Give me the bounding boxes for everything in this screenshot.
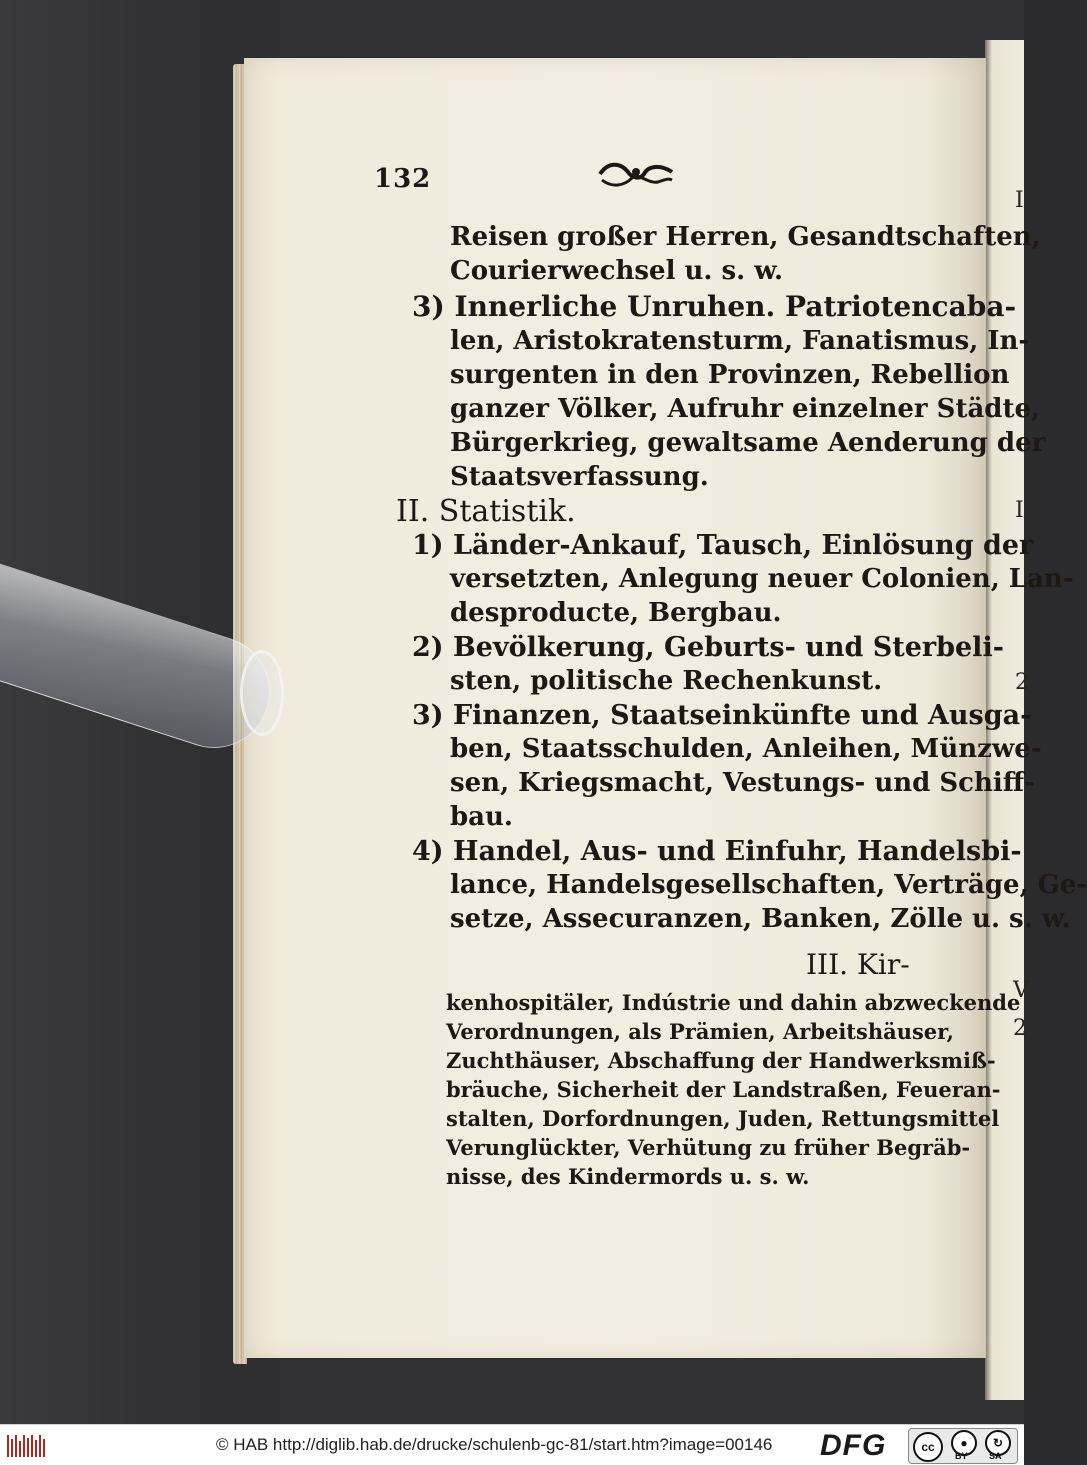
- text-line: 1) Länder-Ankauf, Tausch, Einlösung der: [412, 530, 1034, 561]
- ornament-icon: [598, 158, 674, 190]
- adjacent-page-fragment: 2: [1015, 670, 1029, 695]
- cc-icon: cc: [913, 1432, 943, 1462]
- by-person-icon: ●: [951, 1430, 977, 1456]
- footnote-line: Zuchthäuser, Abschaffung der Handwerksmiß-: [446, 1048, 996, 1073]
- dfg-logo: DFG: [820, 1429, 887, 1462]
- by-label: BY: [955, 1451, 968, 1461]
- text-line: setze, Assecuranzen, Banken, Zölle u. s. w.: [450, 904, 1071, 934]
- adjacent-page-fragment: 2: [1013, 1016, 1027, 1041]
- text-line: 4) Handel, Aus- und Einfuhr, Handelsbi-: [412, 836, 1022, 867]
- footnote-line: kenhospitäler, Indústrie und dahin abzweckende: [446, 990, 1021, 1015]
- sa-label: SA: [989, 1451, 1002, 1461]
- text-line: 3) Finanzen, Staatseinkünfte und Ausga-: [412, 700, 1032, 731]
- text-line: lance, Handelsgesellschaften, Verträge, Ge-: [450, 870, 1087, 900]
- footnote-line: Verordnungen, als Prämien, Arbeitshäuser,: [446, 1019, 954, 1044]
- text-line: len, Aristokratensturm, Fanatismus, In-: [450, 326, 1030, 356]
- text-line: sen, Kriegsmacht, Vestungs- und Schiff-: [450, 768, 1035, 798]
- text-line: 3) Innerliche Unruhen. Patriotencaba-: [412, 290, 1017, 323]
- section-heading: II. Statistik.: [396, 494, 576, 529]
- hab-logo-icon: [6, 1433, 46, 1459]
- text-line: desproducte, Bergbau.: [450, 598, 782, 628]
- text-line: ben, Staatsschulden, Anleihen, Münzwe-: [450, 734, 1042, 764]
- adjacent-page-fragment: I: [1015, 498, 1024, 523]
- footnote-line: bräuche, Sicherheit der Landstraßen, Feueran-: [446, 1077, 1001, 1102]
- source-link[interactable]: © HAB http://diglib.hab.de/drucke/schulenb-gc-81/start.htm?image=00146: [216, 1435, 773, 1454]
- footnote-line: Verunglückter, Verhütung zu früher Begräb-: [446, 1135, 971, 1160]
- glass-page-weight-tip: [240, 650, 284, 736]
- text-line: Reisen großer Herren, Gesandtschaften,: [450, 222, 1041, 252]
- text-line: ganzer Völker, Aufruhr einzelner Städte,: [450, 394, 1041, 424]
- text-line: versetzten, Anlegung neuer Colonien, Lan-: [450, 564, 1074, 594]
- text-line: Bürgerkrieg, gewaltsame Aenderung der: [450, 428, 1046, 458]
- text-line: Staatsverfassung.: [450, 462, 709, 492]
- adjacent-page-fragment: I: [1015, 188, 1024, 213]
- sa-share-icon: ↻: [985, 1430, 1011, 1456]
- footnote-line: nisse, des Kindermords u. s. w.: [446, 1164, 810, 1189]
- cc-license-badge[interactable]: [908, 1428, 1018, 1464]
- adjacent-page-fragment: V: [1013, 978, 1029, 1003]
- text-line: surgenten in den Provinzen, Rebellion: [450, 360, 1010, 390]
- catchword: III. Kir-: [806, 948, 910, 981]
- text-line: bau.: [450, 802, 513, 832]
- text-line: 2) Bevölkerung, Geburts- und Sterbeli-: [412, 632, 1004, 663]
- page-number: 132: [374, 164, 432, 194]
- footnote-line: stalten, Dorfordnungen, Juden, Rettungsmittel: [446, 1106, 1000, 1131]
- text-line: sten, politische Rechenkunst.: [450, 666, 883, 696]
- footer-bar: [0, 1424, 1024, 1465]
- text-line: Courierwechsel u. s. w.: [450, 256, 784, 286]
